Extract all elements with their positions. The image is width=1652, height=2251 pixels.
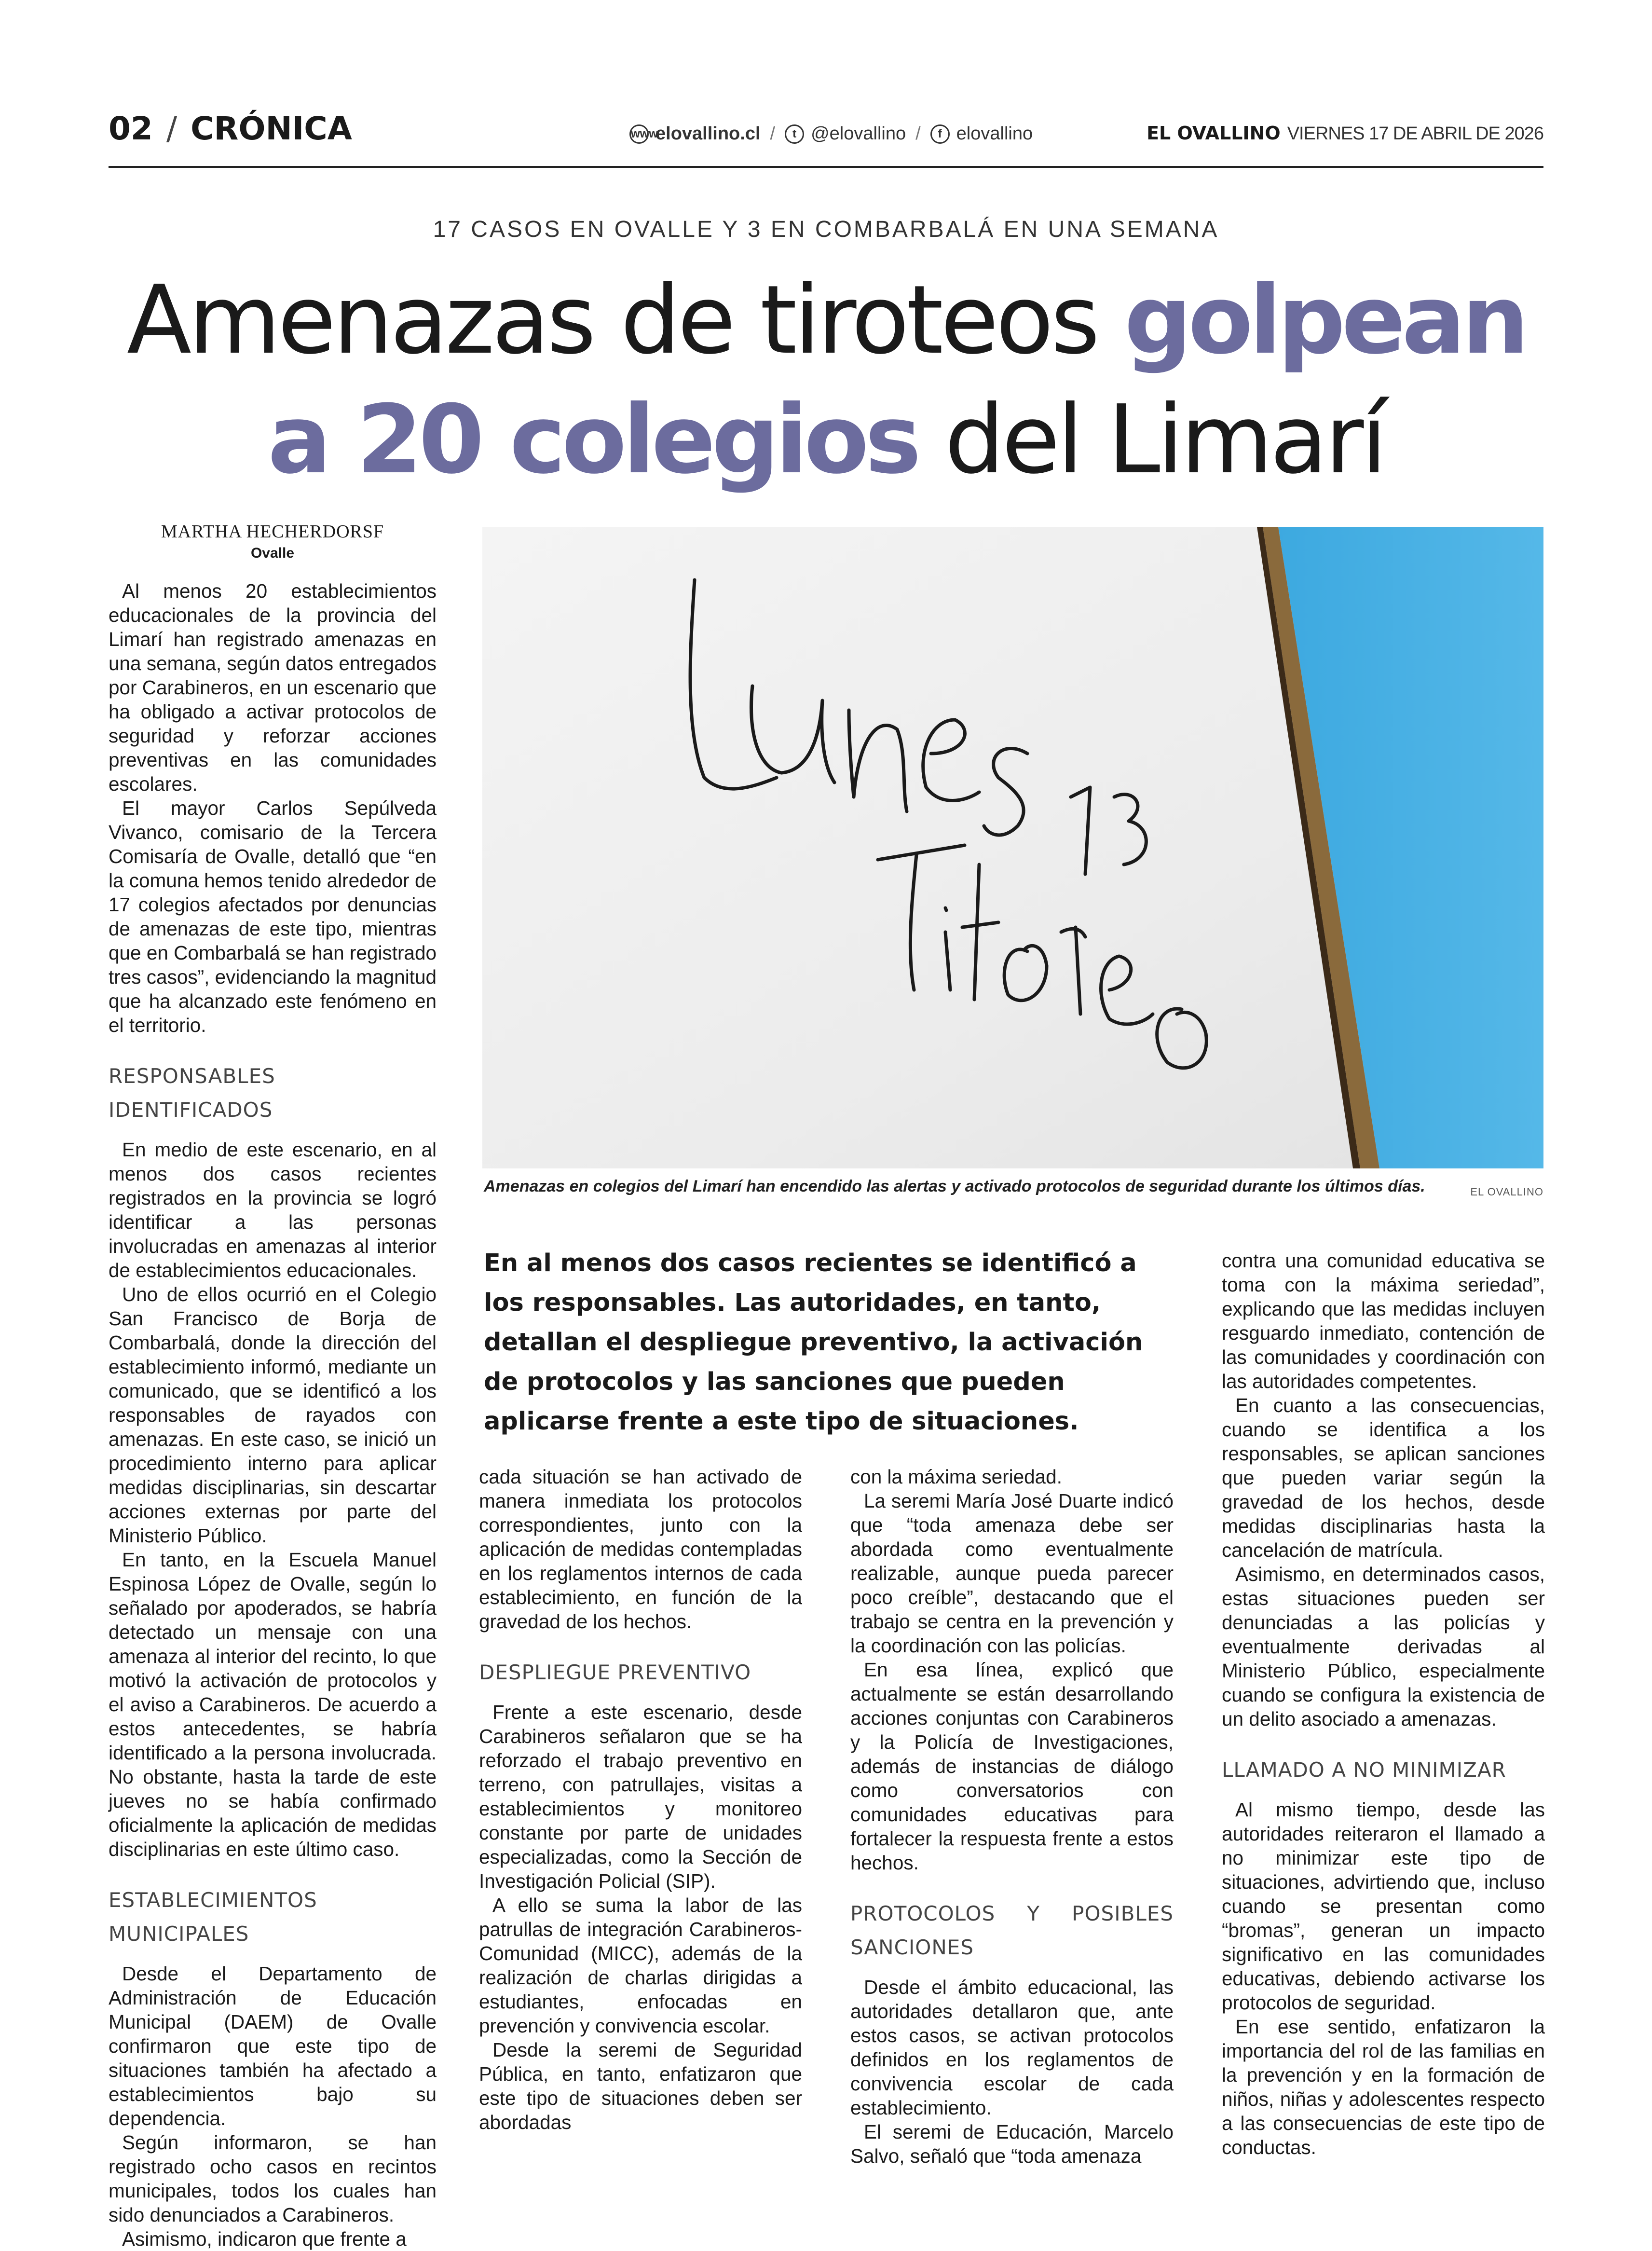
column-2 (479, 1465, 802, 2134)
paragraph: Frente a este escenario, desde Carabineros señalaron que se ha reforzado el trabajo preventivo en terreno, con patrullajes, visitas a establecimientos y monitoreo constante por parte de unidades especializadas, como la Sección de Investigación Policial (SIP). (479, 1701, 802, 1892)
paragraph: Al mismo tiempo, desde las autoridades reiteraron el llamado a no minimizar este tipo de situaciones, advirtiendo que, incluso cuando se presentan como “bromas”, generan un impacto significativo en las comunidades educativas, debiendo activarse los protocolos de seguridad. (1222, 1798, 1545, 2014)
page-number: 02 (109, 110, 153, 147)
page-header (109, 110, 1543, 168)
paragraph: En cuanto a las consecuencias, cuando se identifica a los responsables, se aplican sanciones que pueden variar según la gravedad de los hechos, desde medidas disciplinarias hasta la cancelación de matrícula. (1222, 1394, 1545, 1561)
subheading: DESPLIEGUE PREVENTIVO (479, 1661, 751, 1684)
paragraph: La seremi María José Duarte indicó que “toda amenaza debe ser abordada como eventualmente realizable, aunque pueda parecer poco creíble”, destacando que el trabajo se centra en la prevención y la coordinación con las policías. (850, 1490, 1174, 1657)
author-location: Ovalle (250, 545, 295, 561)
subheading: RESPONSABLES IDENTIFICADOS (109, 1064, 275, 1122)
masthead-date (1147, 123, 1543, 144)
website-link[interactable]: elovallino.cl (655, 124, 761, 144)
paragraph: Desde la seremi de Seguridad Pública, en tanto, enfatizaron que este tipo de situaciones deben ser abordadas (479, 2039, 802, 2133)
headline (0, 261, 1652, 500)
globe-icon: www (629, 124, 649, 144)
facebook-link[interactable]: elovallino (956, 124, 1033, 144)
subheading: PROTOCOLOS Y POSIBLES SANCIONES (850, 1902, 1174, 1959)
paragraph: contra una comunidad educativa se toma con la máxima seriedad”, explicando que las medidas incluyen resguardo inmediato, contención de las comunidades y coordinación con las autoridades competentes. (1222, 1249, 1545, 1392)
kicker: 17 CASOS EN OVALLE Y 3 EN COMBARBALÁ EN UNA SEMANA (433, 217, 1219, 242)
paragraph: Desde el ámbito educacional, las autoridades detallaron que, ante estos casos, se activan protocolos definidos en los reglamentos de convivencia escolar de cada establecimiento. (850, 1976, 1174, 2119)
paragraph: cada situación se han activado de manera inmediata los protocolos correspondientes, junto con la aplicación de medidas contempladas en los reglamentos internos de cada establecimiento, en función de la gravedad de los hechos. (479, 1466, 802, 1633)
social-links: www elovallino.cl / t @elovallino / f elovallino (629, 124, 1033, 144)
paragraph: Al menos 20 establecimientos educacionales de la provincia del Limarí han registrado amenazas en una semana, según datos entregados por Carabineros, en un escenario que ha obligado a activar protocolos de seguridad y reforzar acciones preventivas en las comunidades escolares. (109, 580, 437, 795)
paragraph: Uno de ellos ocurrió en el Colegio San Francisco de Borja de Combarbalá, donde la dirección del establecimiento informó, mediante un comunicado, que se identificó a los responsables de rayados con amenazas. En este caso, se inició un procedimiento interno para aplicar medidas disciplinarias, sin descartar acciones externas por parte del Ministerio Público. (109, 1283, 437, 1547)
whiteboard-photo (482, 527, 1543, 1168)
lead-paragraph: En al menos dos casos recientes se identificó a los responsables. Las autoridades, en tanto, detallan el despliegue preventivo, la activación de protocolos y las sanciones que pueden aplicarse frente a este tipo de situaciones. (484, 1249, 1143, 1436)
headline-part: del Limarí (917, 385, 1385, 495)
column-1 (109, 579, 437, 2251)
twitter-link[interactable]: @elovallino (811, 124, 906, 144)
section-name: CRÓNICA (191, 110, 352, 147)
paragraph: En ese sentido, enfatizaron la importancia del rol de las familias en la prevención y en la formación de niños, niñas y adolescentes respecto a las consecuencias de este tipo de conductas. (1222, 2016, 1545, 2158)
column-3 (850, 1465, 1174, 2168)
author-name: MARTHA HECHERDORSF (161, 522, 384, 542)
facebook-icon: f (930, 124, 950, 144)
article-photo (482, 527, 1543, 1168)
masthead: EL OVALLINO (1147, 123, 1281, 144)
paragraph: En esa línea, explicó que actualmente se están desarrollando acciones conjuntas con Carabineros y la Policía de Investigaciones, además de instancias de diálogo como conversatorios con comunidades educativas para fortalecer la respuesta frente a estos hechos. (850, 1659, 1174, 1874)
paragraph: En tanto, en la Escuela Manuel Espinosa López de Ovalle, según lo señalado por apoderados, se habría detectado un mensaje con una amenaza al interior del recinto, lo que motivó la activación de protocolos y el aviso a Carabineros. De acuerdo a estos antecedentes, se habría identificado a la persona involucrada. No obstante, hasta la tarde de este jueves no se había confirmado oficialmente la aplicación de medidas disciplinarias en este último caso. (109, 1549, 437, 1860)
byline (109, 521, 437, 562)
paragraph: Asimismo, en determinados casos, estas situaciones pueden ser denunciadas a las policías y eventualmente derivadas al Ministerio Público, especialmente cuando se configura la existencia de un delito asociado a amenazas. (1222, 1563, 1545, 1730)
subheading: ESTABLECIMIENTOS MUNICIPALES (109, 1888, 317, 1946)
twitter-icon: t (785, 124, 804, 144)
headline-highlight: golpean (1124, 265, 1526, 375)
section-label: 02 / CRÓNICA (109, 110, 352, 147)
photo-caption: Amenazas en colegios del Limarí han encendido las alertas y activado protocolos de seguridad durante los últimos días. (484, 1177, 1425, 1195)
column-4 (1222, 1249, 1545, 2159)
paragraph: A ello se suma la labor de las patrullas de integración Carabineros-Comunidad (MICC), además de la realización de charlas dirigidas a estudiantes, enfocadas en prevención y convivencia escolar. (479, 1894, 802, 2037)
issue-date: VIERNES 17 DE ABRIL DE 2026 (1287, 124, 1543, 144)
subheading: LLAMADO A NO MINIMIZAR (1222, 1758, 1506, 1782)
photo-credit: EL OVALLINO (1470, 1186, 1543, 1198)
paragraph: Según informaron, se han registrado ocho casos en recintos municipales, todos los cuales han sido denunciados a Carabineros. (109, 2131, 437, 2226)
headline-part: Amenazas de tiroteos (126, 265, 1124, 375)
paragraph: Desde el Departamento de Administración de Educación Municipal (DAEM) de Ovalle confirmaron que este tipo de situaciones también ha afectado a establecimientos bajo su dependencia. (109, 1963, 437, 2129)
paragraph: En medio de este escenario, en al menos dos casos recientes registrados en la provincia se logró identificar a las personas involucradas en amenazas al interior de establecimientos educacionales. (109, 1139, 437, 1281)
paragraph: El seremi de Educación, Marcelo Salvo, señaló que “toda amenaza (850, 2121, 1174, 2167)
paragraph: Asimismo, indicaron que frente a (122, 2228, 407, 2250)
paragraph: con la máxima seriedad. (850, 1466, 1062, 1488)
headline-highlight: a 20 colegios (267, 385, 918, 495)
paragraph: El mayor Carlos Sepúlveda Vivanco, comisario de la Tercera Comisaría de Ovalle, detalló que “en la comuna hemos tenido alrededor de 17 colegios afectados por denuncias de amenazas de este tipo, mientras que en Combarbalá se han registrado tres casos”, evidenciando la magnitud que ha alcanzado este fenómeno en el territorio. (109, 797, 437, 1036)
